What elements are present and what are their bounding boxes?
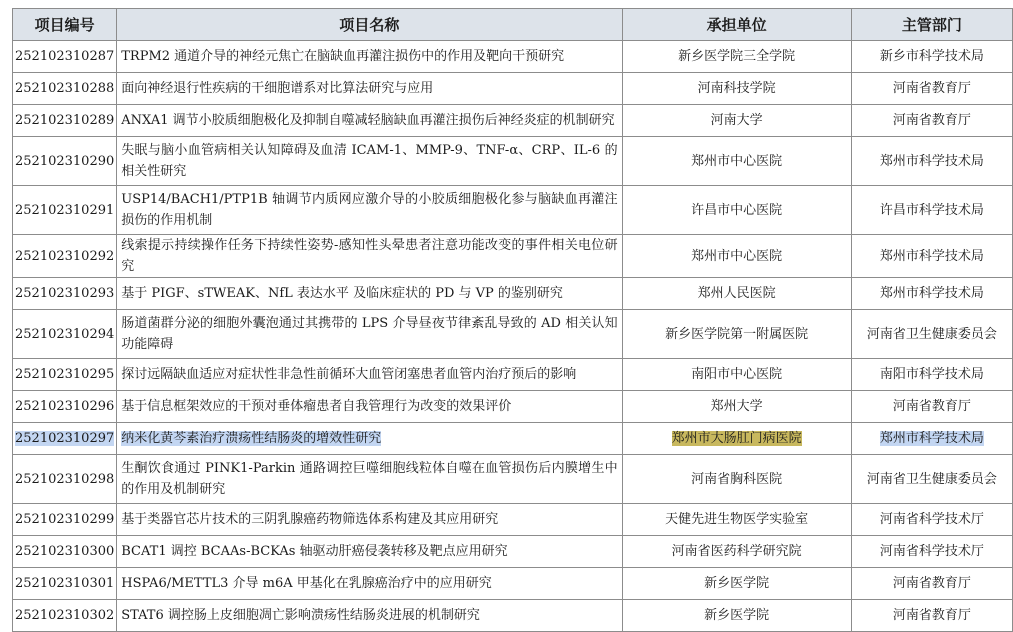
project-name-cell: 失眠与脑小血管病相关认知障碍及血清 ICAM-1、MMP-9、TNF-α、CRP、IL-6 的相关性研究 [117, 137, 622, 186]
project-id-cell: 252102310301 [13, 568, 117, 600]
project-name-cell: 生酮饮食通过 PINK1-Parkin 通路调控巨噬细胞线粒体自噬在血管损伤后内膜增生中的作用及机制研究 [117, 455, 622, 504]
project-id-cell: 252102310299 [13, 504, 117, 536]
project-id-cell: 252102310295 [13, 359, 117, 391]
dept-cell: 河南省教育厅 [851, 568, 1012, 600]
header-project-id: 项目编号 [13, 9, 117, 41]
unit-cell: 河南省胸科医院 [622, 455, 851, 504]
table-row[interactable] [13, 536, 1013, 568]
project-id-cell: 252102310300 [13, 536, 117, 568]
unit-cell: 河南科技学院 [622, 73, 851, 105]
unit-cell: 郑州大学 [622, 391, 851, 423]
dept-cell: 河南省卫生健康委员会 [851, 455, 1012, 504]
header-undertaking-unit: 承担单位 [622, 9, 851, 41]
dept-cell: 南阳市科学技术局 [851, 359, 1012, 391]
project-name-cell: 肠道菌群分泌的细胞外囊泡通过其携带的 LPS 介导昼夜节律紊乱导致的 AD 相关认知功能障碍 [117, 310, 622, 359]
project-name-cell: 线索提示持续操作任务下持续性姿势-感知性头晕患者注意功能改变的事件相关电位研究 [117, 235, 622, 278]
project-name-cell: 探讨远隔缺血适应对症状性非急性前循环大血管闭塞患者血管内治疗预后的影响 [117, 359, 622, 391]
project-id-cell: 252102310294 [13, 310, 117, 359]
project-name-cell: 面向神经退行性疾病的干细胞谱系对比算法研究与应用 [117, 73, 622, 105]
project-name-cell: TRPM2 通道介导的神经元焦亡在脑缺血再灌注损伤中的作用及靶向干预研究 [117, 41, 622, 73]
project-name-cell: 基于 PIGF、sTWEAK、NfL 表达水平 及临床症状的 PD 与 VP 的鉴别研究 [117, 278, 622, 310]
table-row[interactable] [13, 568, 1013, 600]
project-table [12, 8, 1013, 632]
project-id-cell: 252102310302 [13, 600, 117, 632]
unit-cell [622, 423, 851, 455]
project-id-cell: 252102310298 [13, 455, 117, 504]
dept-cell: 河南省教育厅 [851, 73, 1012, 105]
selected-text-highlight: 纳米化黄芩素治疗溃疡性结肠炎的增效性研究 [121, 431, 382, 446]
dept-cell: 河南省科学技术厅 [851, 536, 1012, 568]
unit-cell: 新乡医学院第一附属医院 [622, 310, 851, 359]
dept-cell: 河南省教育厅 [851, 391, 1012, 423]
project-name-cell: 基于信息框架效应的干预对垂体瘤患者自我管理行为改变的效果评价 [117, 391, 622, 423]
selected-text-highlight: 郑州市科学技术局 [879, 431, 984, 446]
dept-cell: 许昌市科学技术局 [851, 186, 1012, 235]
dept-cell [851, 423, 1012, 455]
dept-cell: 郑州市科学技术局 [851, 278, 1012, 310]
project-name-cell: 基于类器官芯片技术的三阴乳腺癌药物筛选体系构建及其应用研究 [117, 504, 622, 536]
table-row[interactable] [13, 455, 1013, 504]
project-id-cell: 252102310291 [13, 186, 117, 235]
dept-cell: 河南省卫生健康委员会 [851, 310, 1012, 359]
project-id-cell: 252102310288 [13, 73, 117, 105]
table-header-row [13, 9, 1013, 41]
project-name-cell: ANXA1 调节小胶质细胞极化及抑制自噬减轻脑缺血再灌注损伤后神经炎症的机制研究 [117, 105, 622, 137]
project-name-cell [117, 423, 622, 455]
unit-cell: 河南大学 [622, 105, 851, 137]
project-id-cell [13, 423, 117, 455]
project-name-cell: USP14/BACH1/PTP1B 轴调节内质网应激介导的小胶质细胞极化参与脑缺血再灌注损伤的作用机制 [117, 186, 622, 235]
unit-cell: 许昌市中心医院 [622, 186, 851, 235]
project-id-cell: 252102310293 [13, 278, 117, 310]
table-row[interactable] [13, 600, 1013, 632]
table-row[interactable] [13, 137, 1013, 186]
table-row[interactable] [13, 73, 1013, 105]
header-supervising-dept: 主管部门 [851, 9, 1012, 41]
header-project-name: 项目名称 [117, 9, 622, 41]
project-name-cell: BCAT1 调控 BCAAs-BCKAs 轴驱动肝癌侵袭转移及靶点应用研究 [117, 536, 622, 568]
unit-cell: 新乡医学院 [622, 600, 851, 632]
dept-cell: 河南省科学技术厅 [851, 504, 1012, 536]
unit-cell: 南阳市中心医院 [622, 359, 851, 391]
project-name-cell: STAT6 调控肠上皮细胞凋亡影响溃疡性结肠炎进展的机制研究 [117, 600, 622, 632]
table-row[interactable] [13, 105, 1013, 137]
unit-cell: 新乡医学院 [622, 568, 851, 600]
dept-cell: 河南省教育厅 [851, 105, 1012, 137]
table-row-selected[interactable] [13, 423, 1013, 455]
table-row[interactable] [13, 41, 1013, 73]
table-row[interactable] [13, 186, 1013, 235]
project-id-cell: 252102310296 [13, 391, 117, 423]
unit-cell: 河南省医药科学研究院 [622, 536, 851, 568]
dept-cell: 郑州市科学技术局 [851, 235, 1012, 278]
dept-cell: 新乡市科学技术局 [851, 41, 1012, 73]
table-row[interactable] [13, 359, 1013, 391]
unit-cell: 天健先进生物医学实验室 [622, 504, 851, 536]
search-match-highlight: 郑州市大肠肛门病医院 [671, 431, 802, 446]
unit-cell: 郑州市中心医院 [622, 235, 851, 278]
table-row[interactable] [13, 278, 1013, 310]
unit-cell: 郑州人民医院 [622, 278, 851, 310]
dept-cell: 郑州市科学技术局 [851, 137, 1012, 186]
project-id-cell: 252102310290 [13, 137, 117, 186]
table-row[interactable] [13, 310, 1013, 359]
table-row[interactable] [13, 504, 1013, 536]
dept-cell: 河南省教育厅 [851, 600, 1012, 632]
project-name-cell: HSPA6/METTL3 介导 m6A 甲基化在乳腺癌治疗中的应用研究 [117, 568, 622, 600]
project-id-cell: 252102310289 [13, 105, 117, 137]
unit-cell: 郑州市中心医院 [622, 137, 851, 186]
project-id-cell: 252102310292 [13, 235, 117, 278]
selected-text-highlight: 252102310297 [15, 431, 115, 446]
table-row[interactable] [13, 235, 1013, 278]
project-id-cell: 252102310287 [13, 41, 117, 73]
unit-cell: 新乡医学院三全学院 [622, 41, 851, 73]
table-row[interactable] [13, 391, 1013, 423]
